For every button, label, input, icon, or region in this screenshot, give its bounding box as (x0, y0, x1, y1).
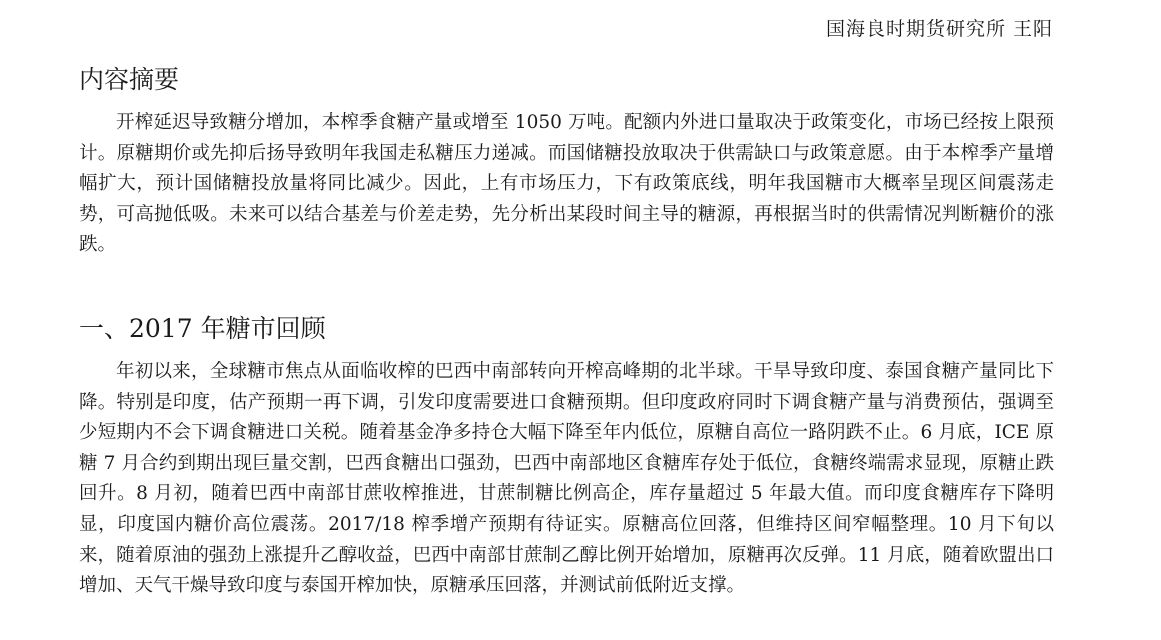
section-title-2017-review: 一、2017 年糖市回顾 (79, 314, 326, 343)
summary-paragraph: 开榨延迟导致糖分增加，本榨季食糖产量或增至 1050 万吨。配额内外进口量取决于政策变化，市场已经按上限预计。原糖期价或先抑后扬导致明年我国走私糖压力递减。而国储糖投放取决于供需缺口与政策意愿。由于本榨季产量增幅扩大，预计国储糖投放量将同比减少。因此，上有市场压力，下有政策底线，明年我国糖市大概率呈现区间震荡走势，可高抛低吸。未来可以结合基差与价差走势，先分析出某段时间主导的糖源，再根据当时的供需情况判断糖价的涨跌。 (79, 112, 1054, 256)
summary-title: 内容摘要 (79, 65, 180, 94)
section-paragraph-2017-review: 年初以来，全球糖市焦点从面临收榨的巴西中南部转向开榨高峰期的北半球。干旱导致印度、泰国食糖产量同比下降。特别是印度，估产预期一再下调，引发印度需要进口食糖预期。但印度政府同时下调食糖产量与消费预估，强调至少短期内不会下调食糖进口关税。随着基金净多持仓大幅下降至年内低位，原糖自高位一路阴跌不止。6 月底，ICE 原糖 7 月合约到期出现巨量交割，巴西食糖出口强劲，巴西中南部地区食糖库存处于低位，食糖终端需求显现，原糖止跌回升。8 月初，随着巴西中南部甘蔗收榨推进，甘蔗制糖比例高企，库存量超过 5 年最大值。而印度食糖库存下降明显，印度国内糖价高位震荡。2017/18 榨季增产预期有待证实。原糖高位回落，但维持区间窄幅整理。10 月下旬以来，随着原油的强劲上涨提升乙醇收益，巴西中南部甘蔗制乙醇比例开始增加，原糖再次反弹。11 月底，随着欧盟出口增加、天气干燥导致印度与泰国开榨加快，原糖承压回落，并测试前低附近支撑。 (79, 361, 1054, 597)
header-author: 国海良时期货研究所 王阳 (825, 18, 1053, 40)
